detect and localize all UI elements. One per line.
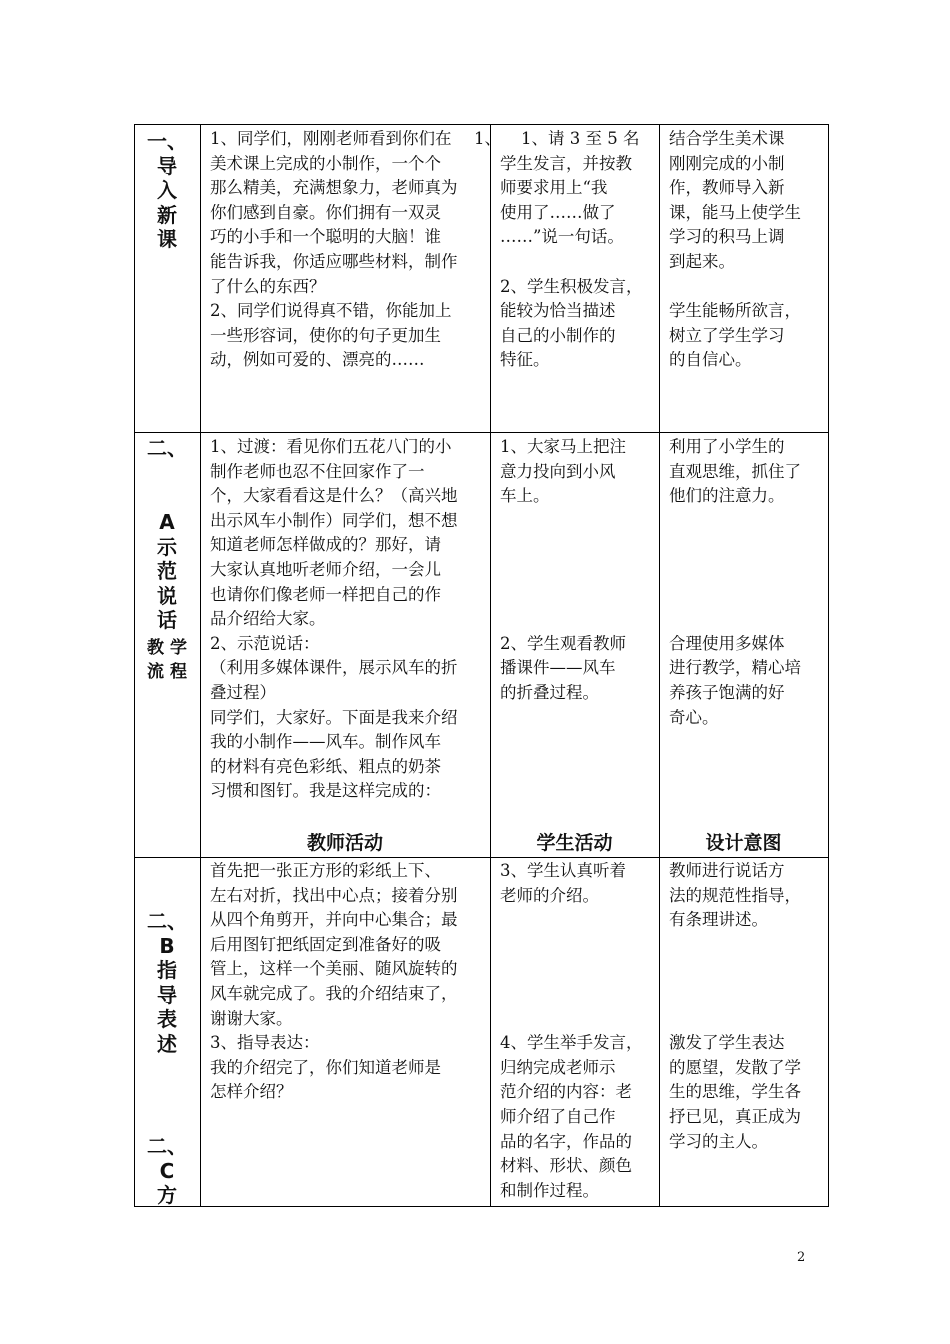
row3-student-activity: 3、学生认真听着 老师的介绍。 4、学生举手发言， 归纳完成老师示 范介绍的内容：老 师介绍了自己作 品的名字，作品的 材料、形状、颜色 和制作过程。: [500, 861, 643, 1200]
column-divider: [490, 124, 491, 1207]
row1-student-activity: 1、请 3 至 5 名 学生发言，并按教 师要求用上“我 使用了……做了 ……”说一句话。 2、学生积极发言， 能较为恰当描述 自己的小制作的 特征。: [500, 129, 643, 370]
row2-teacher-activity: 1、过渡：看见你们五花八门的小 制作老师也忍不住回家作了一 个，大家看看这是什么？（高兴地 出示风车小制作）同学们，想不想 知道老师怎样做成的？那好，请 大家认真地听老师介绍，一会儿 也请你们像老师一样把自己的作 品介绍给大家。 2、示范说话： （利用多媒体课件，展示风车的折 叠过程） 同学们，大家好。下面是我来介绍 我的小制作——风车。制作风车 的材料有亮色彩纸、粗点的奶茶 习惯和图钉。我是这样完成的：: [210, 437, 458, 801]
row1-design-intent: 结合学生美术课 刚刚完成的小制 作，教师导入新 课，能马上使学生 学习的积马上调 到起来。 学生能畅所欲言， 树立了学生学习 的自信心。: [669, 129, 801, 370]
header-student-activity: 学生活动: [536, 832, 613, 854]
stage-2b-label: 二、 B 指 导 表 述: [147, 909, 187, 1056]
row-divider: [134, 432, 829, 433]
lesson-plan-table: [134, 124, 829, 1207]
teaching-flow-label: 教 学 流 程: [147, 638, 187, 682]
stage-2c-label: 二、 C 方: [147, 1134, 187, 1207]
row2-design-intent: 利用了小学生的 直观思维，抓住了 他们的注意力。 合理使用多媒体 进行教学，精心培 养孩子饱满的好 奇心。: [669, 437, 801, 727]
page-number: 2: [797, 1250, 806, 1265]
row1-marker: 1、: [474, 129, 501, 148]
table-border-bottom: [134, 1206, 829, 1207]
row1-teacher-activity: 1、同学们，刚刚老师看到你们在 美术课上完成的小制作，一个个 那么精美，充满想象力，老师真为 你们感到自豪。你们拥有一双灵 巧的小手和一个聪明的大脑！谁 能告诉我，你适应哪些材料，制作 了什么的东西？ 2、同学们说得真不错，你能加上 一些形容词，使你的句子更加生 动，例如可爱的、漂亮的……: [210, 129, 458, 370]
column-divider: [828, 124, 829, 1207]
stage-intro-label: 一、 导 入 新 课: [147, 129, 187, 251]
column-divider: [659, 124, 660, 1207]
row3-design-intent: 教师进行说话方 法的规范性指导， 有条理讲述。 激发了学生表达 的愿望，发散了学 生的思维，学生各 抒已见，真正成为 学习的主人。: [669, 861, 801, 1151]
row-divider: [134, 857, 829, 858]
stage-2a-number: 二、: [147, 436, 187, 460]
table-border-top: [134, 124, 829, 125]
header-design-intent: 设计意图: [705, 832, 782, 854]
header-teacher-activity: 教师活动: [306, 832, 383, 854]
row2-student-activity: 1、大家马上把注 意力投向到小风 车上。 2、学生观看教师 播课件——风车 的折叠过程。: [500, 437, 626, 702]
stage-2a-label: A 示 范 说 话: [157, 510, 177, 632]
column-divider: [200, 124, 201, 1207]
row3-teacher-activity: 首先把一张正方形的彩纸上下、 左右对折，找出中心点；接着分别 从四个角剪开，并向中心集合；最 后用图钉把纸固定到准备好的吸 管上，这样一个美丽、随风旋转的 风车就完成了。我的介绍结束了， 谢谢大家。 3、指导表达： 我的介绍完了，你们知道老师是 怎样介绍？: [210, 861, 458, 1102]
